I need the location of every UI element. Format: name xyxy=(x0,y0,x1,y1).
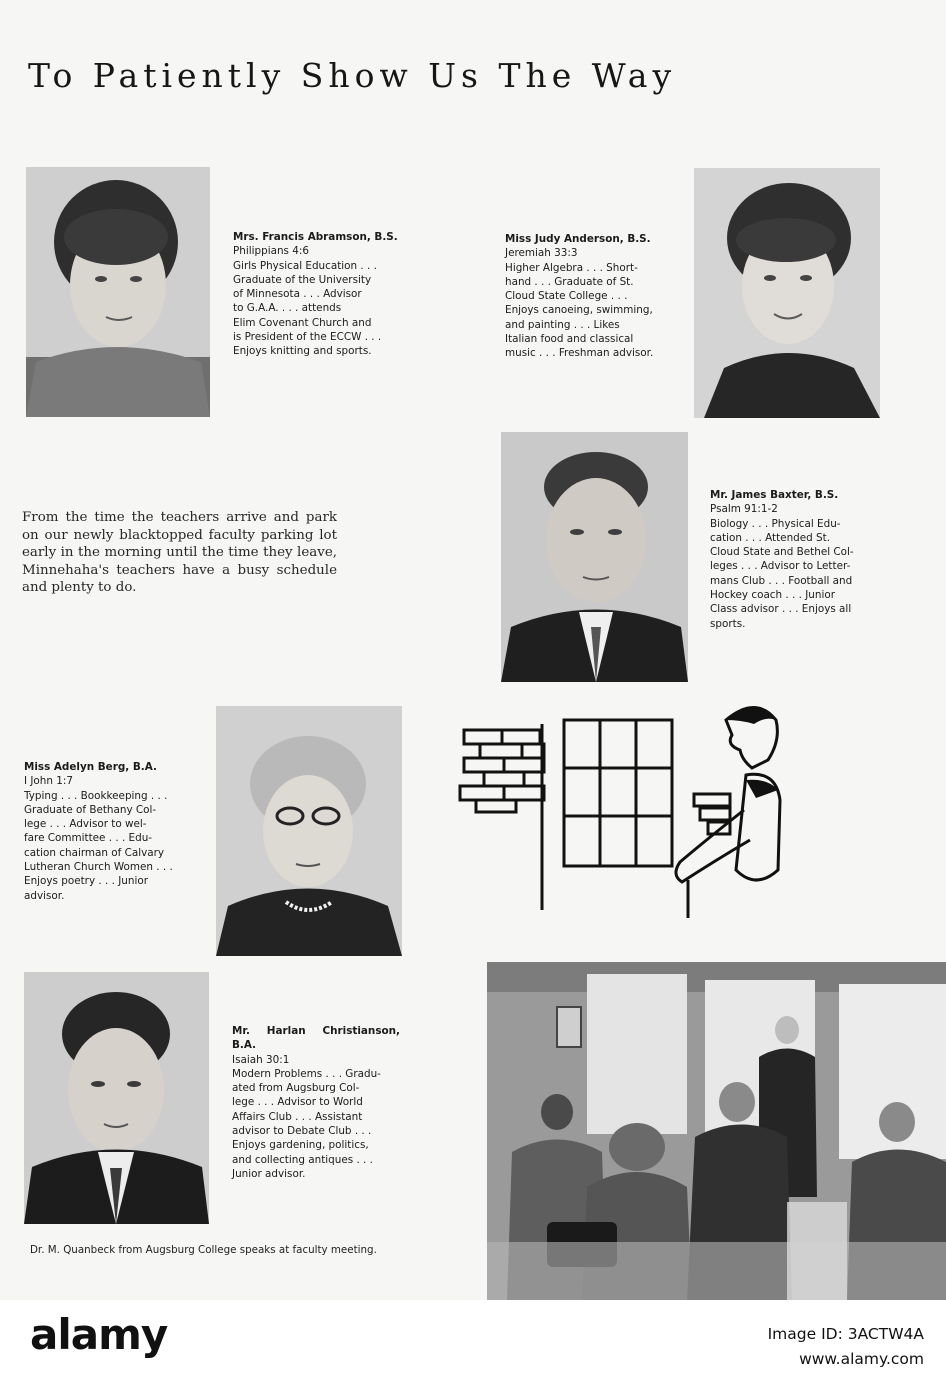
bio-abramson xyxy=(233,230,401,359)
photo-caption: Dr. M. Quanbeck from Augsburg College speaks at faculty meeting. xyxy=(30,1244,377,1256)
bio-line: Girls Physical Education . . . xyxy=(233,259,377,272)
teacher-name: Miss Judy Anderson, B.S. xyxy=(505,233,651,245)
bio-line: of Minnesota . . . Advisor xyxy=(233,288,362,301)
intro-paragraph: From the time the teachers arrive and park on our newly blacktopped faculty parking lot early in the morning until the time they leave, Minnehaha's teachers have a busy schedule and plenty to do. xyxy=(22,510,337,596)
portrait-berg xyxy=(216,706,402,956)
teacher-name: Mrs. Francis Abramson, B.S. xyxy=(233,231,398,243)
portrait-anderson xyxy=(694,168,880,418)
bio-line: Higher Algebra . . . Short- xyxy=(505,261,638,274)
bio-line: Enjoys gardening, politics, xyxy=(232,1139,369,1152)
page-title: To Patiently Show Us The Way xyxy=(28,56,677,95)
faculty-meeting-photo xyxy=(487,962,946,1300)
portrait-christianson xyxy=(24,972,209,1224)
site-url: www.alamy.com xyxy=(799,1350,924,1368)
bio-line: and painting . . . Likes xyxy=(505,318,620,331)
bio-line: lege . . . Advisor to wel- xyxy=(24,818,147,831)
bio-line: advisor. xyxy=(24,889,65,902)
bio-line: cation . . . Attended St. xyxy=(710,531,831,544)
bio-line: Lutheran Church Women . . . xyxy=(24,861,173,874)
bio-line: Isaiah 30:1 xyxy=(232,1053,290,1066)
bio-line: Hockey coach . . . Junior xyxy=(710,589,835,602)
alamy-logo: alamy xyxy=(30,1310,168,1359)
portrait-baxter xyxy=(501,432,688,682)
bio-line: Class advisor . . . Enjoys all xyxy=(710,603,852,616)
image-id-label: Image ID: 3ACTW4A xyxy=(767,1325,924,1343)
bio-line: lege . . . Advisor to World xyxy=(232,1096,363,1109)
bio-christianson xyxy=(232,1024,400,1181)
bio-line: Enjoys canoeing, swimming, xyxy=(505,304,653,317)
bio-line: ated from Augsburg Col- xyxy=(232,1082,360,1095)
bio-line: Cloud State and Bethel Col- xyxy=(710,546,854,559)
bio-line: is President of the ECCW . . . xyxy=(233,331,382,344)
bio-line: Typing . . . Bookkeeping . . . xyxy=(24,789,168,802)
bio-anderson xyxy=(505,232,673,361)
bio-line: music . . . Freshman advisor. xyxy=(505,347,654,360)
bio-line: Cloud State College . . . xyxy=(505,290,628,303)
bio-line: Italian food and classical xyxy=(505,333,634,346)
teacher-name: Mr. James Baxter, B.S. xyxy=(710,489,839,501)
footer-info xyxy=(768,1322,924,1372)
bio-line: Modern Problems . . . Gradu- xyxy=(232,1067,381,1080)
bio-baxter xyxy=(710,488,878,631)
bio-line: to G.A.A. . . . attends xyxy=(233,302,342,315)
bio-line: and collecting antiques . . . xyxy=(232,1153,373,1166)
bio-line: advisor to Debate Club . . . xyxy=(232,1125,372,1138)
teacher-name: Miss Adelyn Berg, B.A. xyxy=(24,761,157,773)
teacher-name: Mr. Harlan Christianson, B.A. xyxy=(232,1025,400,1052)
bio-line: Enjoys knitting and sports. xyxy=(233,345,372,358)
bio-line: fare Committee . . . Edu- xyxy=(24,832,153,845)
bio-line: cation chairman of Calvary xyxy=(24,846,165,859)
bio-line: Affairs Club . . . Assistant xyxy=(232,1110,363,1123)
bio-line: Graduate of the University xyxy=(233,273,372,286)
bio-line: Psalm 91:1-2 xyxy=(710,503,778,516)
bio-line: Philippians 4:6 xyxy=(233,245,309,258)
bio-line: Graduate of Bethany Col- xyxy=(24,803,157,816)
portrait-abramson xyxy=(26,167,210,417)
bio-line: I John 1:7 xyxy=(24,775,73,788)
bio-line: leges . . . Advisor to Letter- xyxy=(710,560,851,573)
bio-berg xyxy=(24,760,192,903)
bio-line: Jeremiah 33:3 xyxy=(505,247,578,260)
bio-line: Junior advisor. xyxy=(232,1167,306,1180)
bio-line: Enjoys poetry . . . Junior xyxy=(24,875,148,888)
girl-at-window-illustration xyxy=(456,690,786,930)
bio-line: Biology . . . Physical Edu- xyxy=(710,517,841,530)
bio-line: mans Club . . . Football and xyxy=(710,574,853,587)
bio-line: sports. xyxy=(710,617,746,630)
bio-line: hand . . . Graduate of St. xyxy=(505,275,634,288)
bio-line: Elim Covenant Church and xyxy=(233,316,372,329)
